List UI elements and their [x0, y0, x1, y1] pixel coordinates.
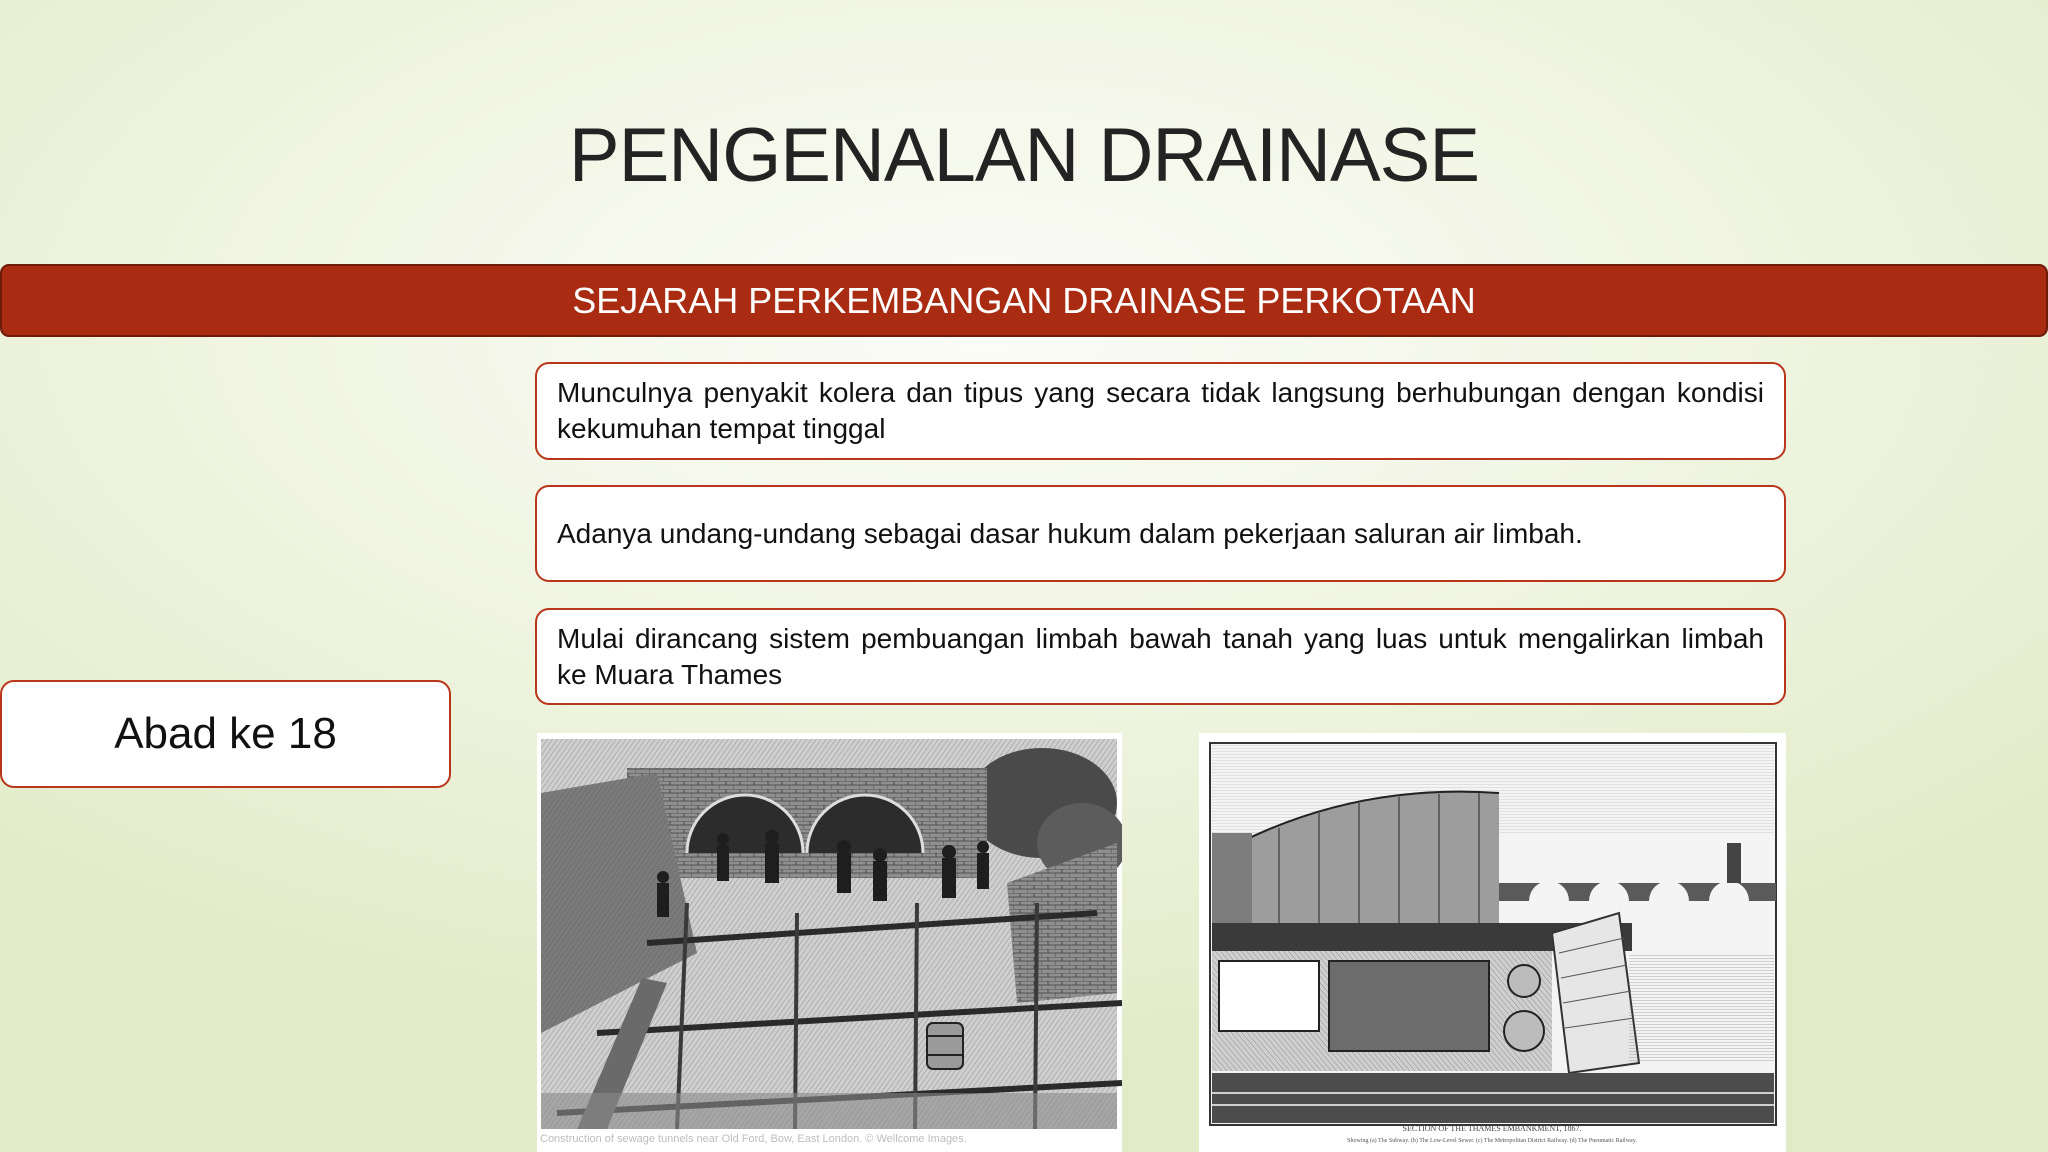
slide-title: PENGENALAN DRAINASE [568, 113, 1480, 198]
point-text-1: Munculnya penyakit kolera dan tipus yang secara tidak langsung berhubungan dengan kondisi kekumuhan tempat tinggal [557, 377, 1764, 444]
sewer-construction-engraving [537, 733, 1122, 1152]
point-text-3: Mulai dirancang sistem pembuangan limbah bawah tanah yang luas untuk mengalirkan limbah ke Muara Thames [557, 622, 1764, 690]
thames-embankment-engraving [1199, 733, 1786, 1152]
right-image-caption: SECTION OF THE THAMES EMBANKMENT, 1867. [1402, 1124, 1582, 1133]
section-banner-label: SEJARAH PERKEMBANGAN DRAINASE PERKOTAAN [572, 279, 1476, 321]
thames-embankment-illustration [1199, 733, 1786, 1152]
point-box-2 [535, 485, 1786, 582]
point-box-1 [535, 362, 1786, 460]
point-box-3 [535, 608, 1786, 705]
era-box [0, 680, 451, 788]
section-banner [0, 264, 2048, 337]
left-image-caption: Construction of sewage tunnels near Old Ford, Bow, East London. © Wellcome Images. [540, 1133, 967, 1145]
right-image-legend: Showing (a) The Subway. (b) The Low-Level Sewer. (c) The Metropolitan District Railway. (d) The Pneumatic Railway. [1347, 1138, 1637, 1144]
point-text-2: Adanya undang-undang sebagai dasar hukum dalam pekerjaan saluran air limbah. [557, 517, 1583, 549]
era-label: Abad ke 18 [114, 709, 337, 758]
sewer-construction-illustration [537, 733, 1122, 1152]
